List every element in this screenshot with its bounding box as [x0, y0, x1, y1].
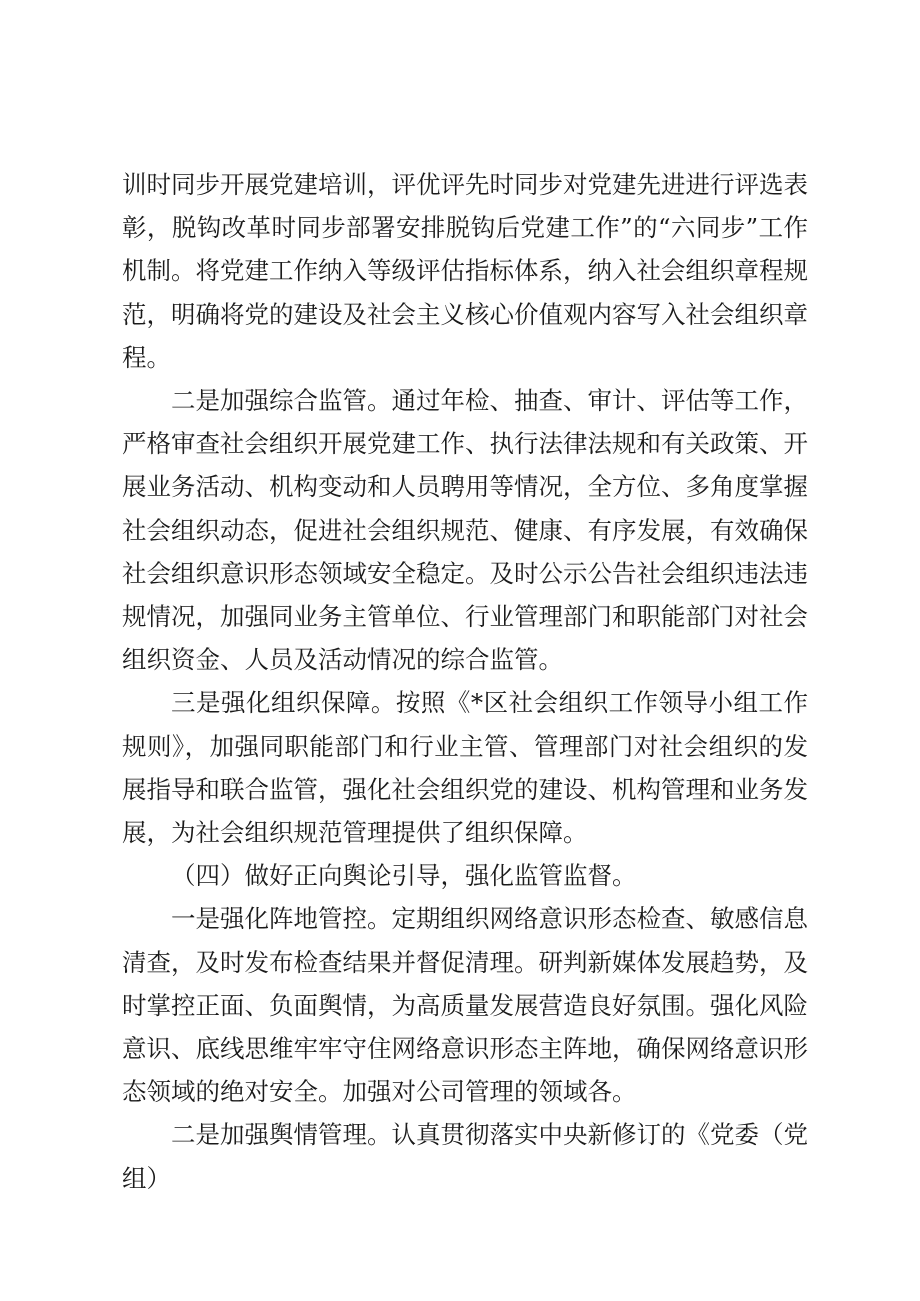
paragraph-public-opinion-management: 二是加强舆情管理。认真贯彻落实中央新修订的《党委（党组）: [122, 1120, 808, 1193]
paragraph-position-control: 一是强化阵地管控。定期组织网络意识形态检查、敏感信息清查，及时发布检查结果并督促清理。研判新媒体发展趋势，及时掌控正面、负面舆情，为高质量发展营造良好氛围。强化风险意识、底线思维牢牢守住网络意识形态主阵地，确保网络意识形态领域的绝对安全。加强对公司管理的领域各。: [122, 904, 808, 1107]
paragraph-continued-six-sync: 训时同步开展党建培训，评优评先时同步对党建先进进行评选表彰，脱钩改革时同步部署安排脱钩后党建工作”的“六同步”工作机制。将党建工作纳入等级评估指标体系，纳入社会组织章程规范，明确将党的建设及社会主义核心价值观内容写入社会组织章程。: [122, 170, 808, 372]
document-body: [122, 163, 808, 1200]
paragraph-organizational-guarantee: 三是强化组织保障。按照《*区社会组织工作领导小组工作规则》，加强同职能部门和行业主管、管理部门对社会组织的发展指导和联合监管，强化社会组织党的建设、机构管理和业务发展，为社会组织规范管理提供了组织保障。: [122, 688, 808, 848]
paragraph-comprehensive-supervision: 二是加强综合监管。通过年检、抽查、审计、评估等工作，严格审查社会组织开展党建工作、执行法律法规和有关政策、开展业务活动、机构变动和人员聘用等情况，全方位、多角度掌握社会组织动态，促进社会组织规范、健康、有序发展，有效确保社会组织意识形态领域安全稳定。及时公示公告社会组织违法违规情况，加强同业务主管单位、行业管理部门和职能部门对社会组织资金、人员及活动情况的综合监管。: [122, 386, 808, 675]
section-heading-four: （四）做好正向舆论引导，强化监管监督。: [171, 861, 637, 891]
